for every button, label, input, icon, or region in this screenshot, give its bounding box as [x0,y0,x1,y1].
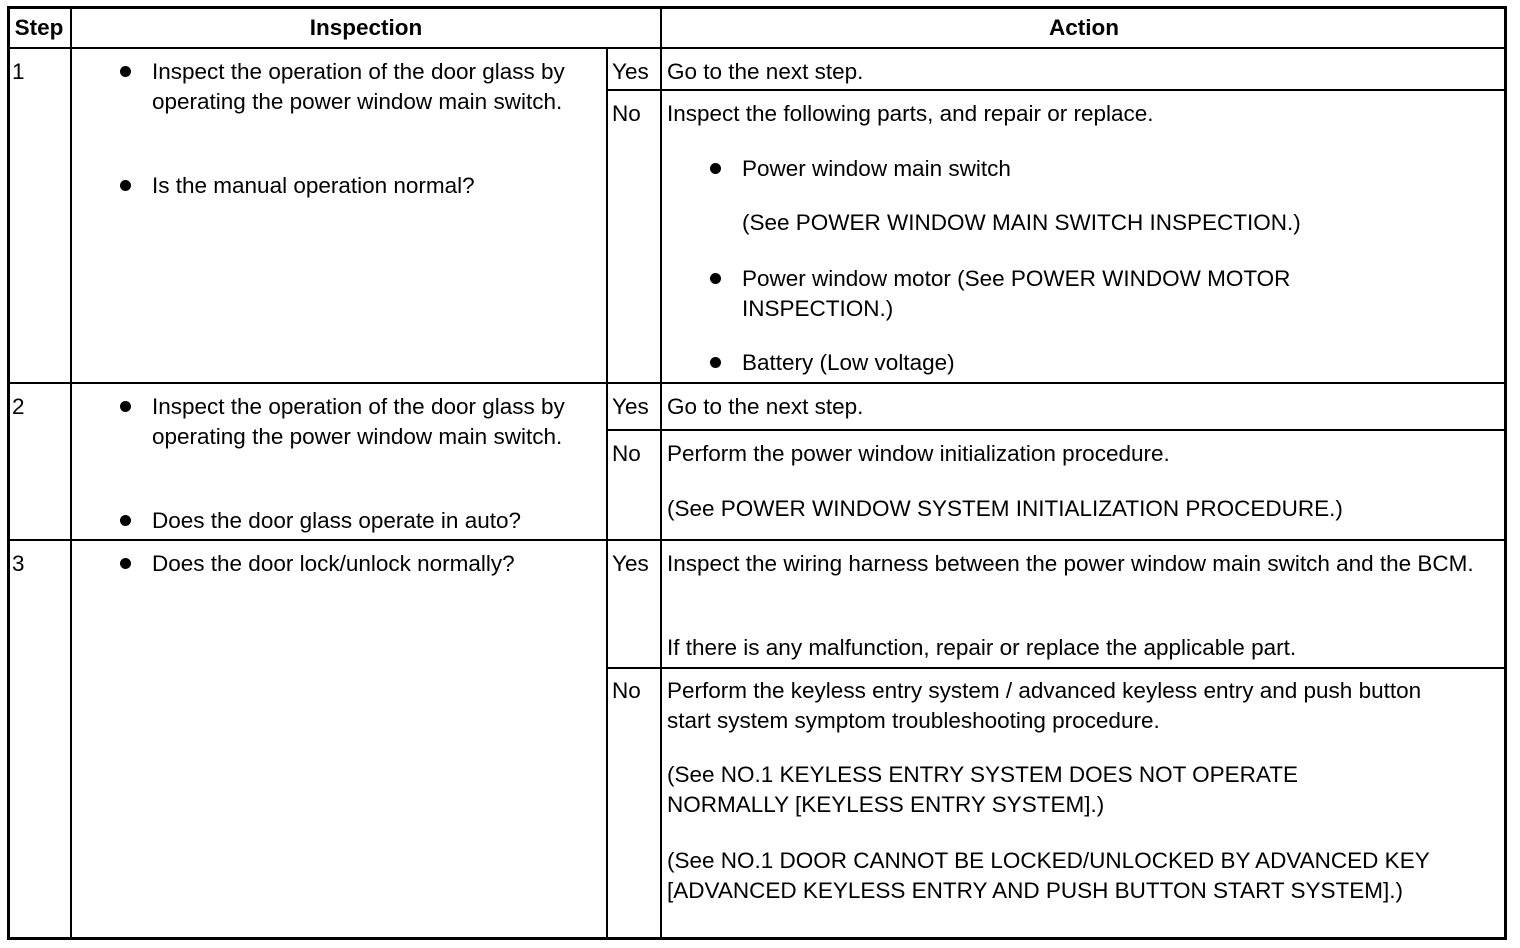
action-list-item [700,264,1380,324]
action-list-item-text: Power window main switch [742,156,1011,181]
inspection-item-text: Inspect the operation of the door glass by operating the power window main switch. [152,394,565,449]
no-label: No [612,441,641,466]
header-inspection: Inspection [309,15,423,40]
action-list-item [700,348,1480,378]
yes-label: Yes [612,394,649,419]
row1-divider [8,382,1506,384]
yes-label: Yes [612,59,649,84]
header-action: Action [1049,15,1119,40]
header-step: Step [14,15,64,40]
no-action-reference: (See NO.1 DOOR CANNOT BE LOCKED/UNLOCKED BY ADVANCED KEY [ADVANCED KEYLESS ENTRY AND PUSH BUTTON START SYSTEM].) [667,848,1430,903]
action-list-item-text: Power window motor (See POWER WINDOW MOTOR INSPECTION.) [742,266,1291,321]
inspection-item-text: Does the door glass operate in auto? [152,508,521,533]
header-divider [8,47,1506,49]
inspection-item [110,57,590,117]
no-label: No [612,101,641,126]
no-action-reference: (See POWER WINDOW SYSTEM INITIALIZATION PROCEDURE.) [667,496,1343,521]
step-number: 2 [12,394,25,419]
bullet-icon [710,273,721,284]
row1-yes-no-divider [606,89,1506,91]
inspection-item [110,171,590,201]
row2-yes-no-divider [606,429,1506,431]
yes-action-note: If there is any malfunction, repair or replace the applicable part. [667,635,1297,660]
inspection-item-text: Does the door lock/unlock normally? [152,551,515,576]
step-number: 1 [12,59,25,84]
result-column-divider [606,48,608,939]
yes-action: Inspect the wiring harness between the power window main switch and the BCM. [667,551,1474,576]
bullet-icon [120,515,131,526]
action-list-item [700,154,1480,184]
bullet-icon [710,163,721,174]
yes-label: Yes [612,551,649,576]
no-label: No [612,678,641,703]
no-action: Perform the power window initialization procedure. [667,441,1170,466]
inspection-item [110,392,590,452]
action-column-divider [660,8,662,939]
bullet-icon [120,401,131,412]
inspection-item-text: Is the manual operation normal? [152,173,475,198]
step-column-divider [70,8,72,939]
bullet-icon [710,357,721,368]
bullet-icon [120,66,131,77]
row3-yes-no-divider [606,667,1506,669]
yes-action: Go to the next step. [667,394,864,419]
no-action: Perform the keyless entry system / advanced keyless entry and push button start system symptom troubleshooting procedure. [667,678,1422,733]
bullet-icon [120,558,131,569]
inspection-item [110,549,590,579]
no-action-intro: Inspect the following parts, and repair or replace. [667,101,1154,126]
step-number: 3 [12,551,25,576]
inspection-item-text: Inspect the operation of the door glass by operating the power window main switch. [152,59,565,114]
no-action-reference: (See NO.1 KEYLESS ENTRY SYSTEM DOES NOT OPERATE NORMALLY [KEYLESS ENTRY SYSTEM].) [667,762,1299,817]
action-list-item-text: Battery (Low voltage) [742,350,955,375]
bullet-icon [120,180,131,191]
action-reference: (See POWER WINDOW MAIN SWITCH INSPECTION.) [742,210,1301,235]
yes-action: Go to the next step. [667,59,864,84]
inspection-item [110,506,590,536]
row2-divider [8,539,1506,541]
